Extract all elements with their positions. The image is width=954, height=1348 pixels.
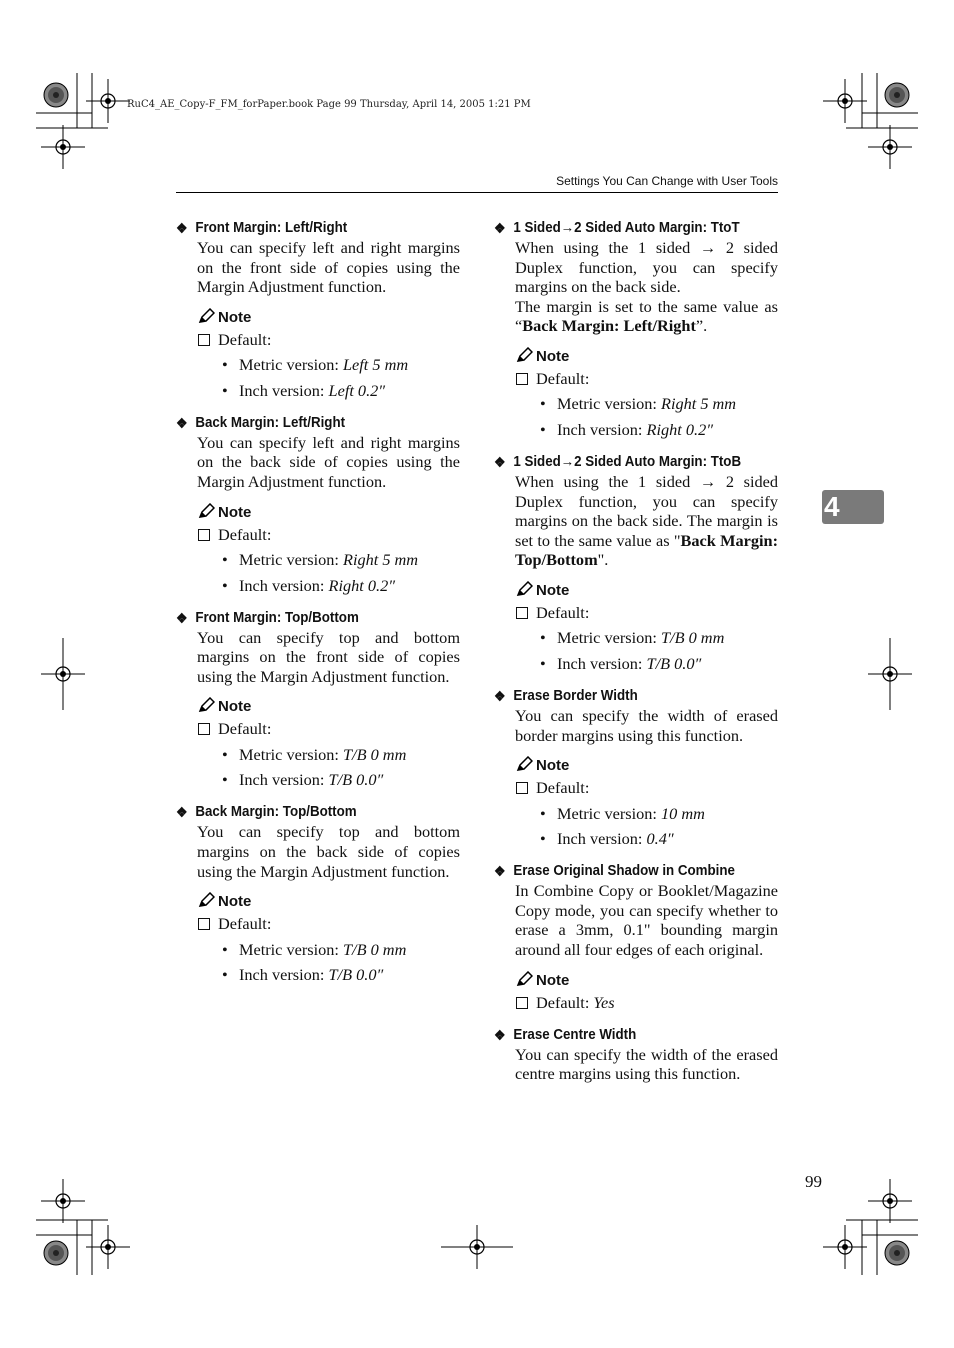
checkbox-icon (198, 529, 210, 541)
diamond-bullet-icon: ❖ (176, 220, 188, 236)
section-heading: ❖ Erase Centre Width (494, 1026, 637, 1043)
note-heading: Note (197, 697, 460, 717)
registration-sunburst-icon (885, 83, 909, 107)
registration-mark-icon (41, 125, 85, 169)
note-heading: Note (197, 892, 460, 912)
section-body: When using the 1 sided → 2 sided Duplex function, you can specify margins on the back side. (515, 238, 778, 297)
default-line: Default: (197, 719, 460, 739)
note-pencil-icon (197, 308, 215, 324)
section-auto-margin-ttot (494, 218, 778, 440)
checkbox-icon (198, 334, 210, 346)
section-body: You can specify left and right margins on the back side of copies using the Margin Adjustment function. (197, 432, 460, 491)
default-line: Default: (515, 369, 778, 389)
inch-version-item: • Inch version: Right 0.2″ (540, 419, 714, 439)
inch-version-item: • Inch version: Right 0.2″ (222, 575, 396, 595)
note-heading: Note (515, 347, 778, 367)
section-body-2: The margin is set to the same value as “Back Margin: Left/Right”. (515, 296, 778, 336)
left-column (176, 218, 460, 985)
default-line: Default: (515, 778, 778, 798)
inch-version-item: • Inch version: T/B 0.0″ (222, 770, 384, 790)
metric-version-item: • Metric version: T/B 0 mm (540, 628, 725, 648)
bullet-dot-icon: • (540, 829, 546, 849)
metric-version-item: • Metric version: T/B 0 mm (222, 939, 407, 959)
chapter-number: 4 (824, 491, 840, 522)
bullet-dot-icon: • (540, 394, 546, 414)
section-erase-original-shadow (494, 861, 778, 1012)
checkbox-icon (516, 607, 528, 619)
note-pencil-icon (197, 503, 215, 519)
note-pencil-icon (515, 581, 533, 597)
diamond-bullet-icon: ❖ (176, 804, 188, 821)
metric-version-item: • Metric version: T/B 0 mm (222, 744, 407, 764)
registration-mark-icon (86, 79, 130, 123)
bullet-dot-icon: • (222, 744, 228, 764)
page-number: 99 (805, 1172, 822, 1191)
section-heading: ❖ Erase Original Shadow in Combine (494, 863, 735, 880)
note-heading: Note (515, 581, 778, 601)
bullet-dot-icon: • (540, 653, 546, 673)
section-body: In Combine Copy or Booklet/Magazine Copy mode, you can specify whether to erase a 3mm, 0.1" bounding margin around all four edges of each original. (515, 881, 778, 959)
note-heading: Note (515, 756, 778, 776)
default-line: Default: (197, 525, 460, 545)
section-body: You can specify the width of the erased centre margins using this function. (515, 1044, 778, 1084)
diamond-bullet-icon: ❖ (494, 453, 506, 470)
section-auto-margin-ttob (494, 452, 778, 674)
note-pencil-icon (515, 347, 533, 363)
default-line: Default: Yes (515, 993, 778, 1013)
section-heading: ❖ 1 Sided→2 Sided Auto Margin: TtoB (494, 453, 742, 470)
section-front-margin-left-right (176, 218, 460, 401)
note-pencil-icon (515, 756, 533, 772)
diamond-bullet-icon: ❖ (494, 1026, 506, 1043)
section-heading: ❖ Front Margin: Left/Right (176, 220, 348, 236)
registration-mark-icon (823, 1225, 867, 1269)
bullet-dot-icon: • (540, 419, 546, 439)
bullet-dot-icon: • (222, 939, 228, 959)
section-body: You can specify left and right margins on the front side of copies using the Margin Adjustment function. (197, 238, 460, 297)
inch-version-item: • Inch version: 0.4″ (540, 829, 674, 849)
note-pencil-icon (197, 892, 215, 908)
right-column (494, 218, 778, 1084)
registration-mark-icon (86, 1225, 130, 1269)
metric-version-item: • Metric version: Right 5 mm (540, 394, 737, 414)
registration-mark-icon (41, 1179, 85, 1223)
bullet-dot-icon: • (222, 380, 228, 400)
bullet-dot-icon: • (540, 803, 546, 823)
section-body: You can specify the width of erased border margins using this function. (515, 705, 778, 745)
checkbox-icon (198, 918, 210, 930)
bullet-dot-icon: • (222, 770, 228, 790)
metric-version-item: • Metric version: Left 5 mm (222, 355, 409, 375)
section-body: When using the 1 sided → 2 sided Duplex function, you can specify margins on the back side. The margin is set to the same value as "Back Margin: Top/Bottom". (515, 471, 778, 570)
bullet-dot-icon: • (222, 965, 228, 985)
default-line: Default: (515, 603, 778, 623)
section-heading: ❖ 1 Sided→2 Sided Auto Margin: TtoT (494, 220, 740, 236)
section-heading: ❖ Back Margin: Left/Right (176, 414, 346, 431)
registration-mark-icon (868, 125, 912, 169)
inch-version-item: • Inch version: T/B 0.0″ (540, 653, 702, 673)
diamond-bullet-icon: ❖ (494, 863, 506, 880)
section-heading: ❖ Front Margin: Top/Bottom (176, 609, 359, 626)
default-line: Default: (197, 330, 460, 350)
chapter-tab (822, 490, 884, 524)
diamond-bullet-icon: ❖ (494, 220, 506, 236)
diamond-bullet-icon: ❖ (176, 609, 188, 626)
bullet-dot-icon: • (222, 355, 228, 375)
metric-version-item: • Metric version: Right 5 mm (222, 550, 419, 570)
section-erase-centre-width (494, 1025, 778, 1084)
checkbox-icon (516, 782, 528, 794)
note-heading: Note (197, 503, 460, 523)
checkbox-icon (516, 373, 528, 385)
section-body: You can specify top and bottom margins on the front side of copies using the Margin Adjustment function. (197, 627, 460, 686)
bullet-dot-icon: • (222, 575, 228, 595)
running-head: Settings You Can Change with User Tools (556, 174, 778, 188)
bullet-dot-icon: • (222, 550, 228, 570)
inch-version-item: • Inch version: T/B 0.0″ (222, 965, 384, 985)
section-back-margin-top-bottom (176, 802, 460, 985)
section-erase-border-width (494, 686, 778, 849)
print-info-line: RuC4_AE_Copy-F_FM_forPaper.book Page 99 Thursday, April 14, 2005 1:21 PM (127, 99, 531, 110)
inch-version-item: • Inch version: Left 0.2″ (222, 380, 386, 400)
section-heading: ❖ Erase Border Width (494, 687, 638, 704)
registration-mark-icon (823, 79, 867, 123)
metric-version-item: • Metric version: 10 mm (540, 803, 705, 823)
registration-sunburst-icon (885, 1241, 909, 1265)
section-body: You can specify top and bottom margins on the back side of copies using the Margin Adjustment function. (197, 822, 460, 881)
default-line: Default: (197, 914, 460, 934)
registration-mark-icon (868, 1179, 912, 1223)
bullet-dot-icon: • (540, 628, 546, 648)
diamond-bullet-icon: ❖ (176, 414, 188, 431)
registration-sunburst-icon (44, 1241, 68, 1265)
section-front-margin-top-bottom (176, 608, 460, 791)
note-heading: Note (197, 308, 460, 328)
checkbox-icon (198, 723, 210, 735)
section-back-margin-left-right (176, 413, 460, 596)
note-heading: Note (515, 971, 778, 991)
diamond-bullet-icon: ❖ (494, 687, 506, 704)
registration-sunburst-icon (44, 83, 68, 107)
section-heading: ❖ Back Margin: Top/Bottom (176, 804, 357, 821)
note-pencil-icon (197, 697, 215, 713)
note-pencil-icon (515, 971, 533, 987)
checkbox-icon (516, 997, 528, 1009)
header-rule (176, 192, 778, 193)
